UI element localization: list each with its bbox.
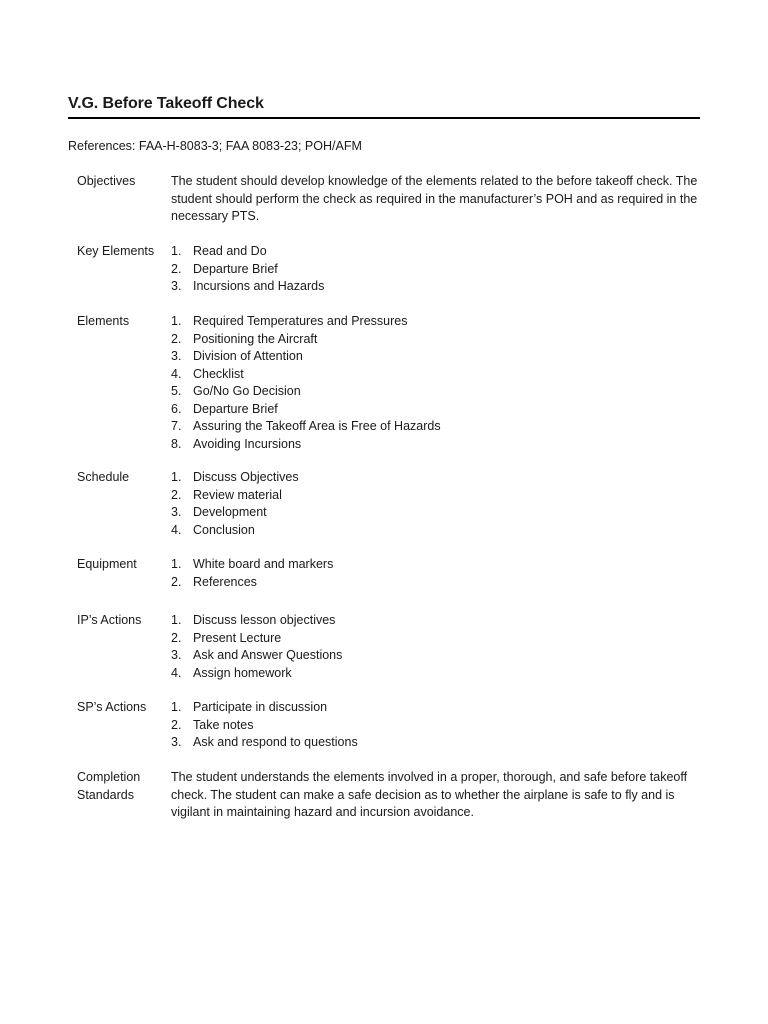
list-item-text: Participate in discussion [193,700,328,714]
list-number: 2. [171,331,182,346]
list-number: 6. [171,401,182,416]
list-number: 2. [171,487,182,502]
list-item-text: Present Lecture [193,630,282,645]
list-number: 4. [171,665,182,680]
section-content [171,699,706,752]
list-item [171,717,706,735]
section-content [171,556,706,591]
numbered-list [171,243,706,296]
section-label: Equipment [77,557,137,571]
section-content [171,243,706,296]
list-item-text: White board and markers [193,557,334,571]
list-item [171,699,706,717]
list-item [171,574,706,592]
list-item [171,366,706,384]
list-item-text: Ask and Answer Questions [193,648,343,662]
list-item [171,630,706,648]
list-item [171,418,706,436]
list-item [171,487,706,505]
list-number: 3. [171,279,182,293]
list-item [171,504,706,522]
list-item-text: Review material [193,487,282,502]
list-number: 5. [171,384,182,398]
section-content [171,612,706,682]
page-title: V.G. Before Takeoff Check [68,95,264,112]
list-item-text: Avoiding Incursions [193,436,302,451]
title-divider [68,117,700,119]
list-item-text: Read and Do [193,244,267,258]
section-label: Schedule [77,470,130,484]
numbered-list [171,469,706,539]
list-item-text: Departure Brief [193,401,278,416]
list-item [171,612,706,630]
list-item [171,556,706,574]
list-item-text: Ask and respond to questions [193,735,358,749]
list-number: 2. [171,261,182,276]
list-item [171,348,706,366]
section-content [171,313,706,453]
references-line: References: FAA-H-8083-3; FAA 8083-23; POH/AFM [68,139,362,153]
list-item-text: References [193,574,257,589]
list-item-text: Discuss lesson objectives [193,613,336,627]
list-item-text: Take notes [193,717,254,732]
section-content [171,769,706,822]
list-item-text: Departure Brief [193,261,278,276]
list-number: 1. [171,613,182,627]
list-number: 1. [171,700,182,714]
list-number: 1. [171,557,182,571]
list-item [171,436,706,454]
list-number: 2. [171,717,182,732]
list-number: 8. [171,436,182,451]
list-item [171,261,706,279]
list-number: 1. [171,244,182,258]
list-item-text: Go/No Go Decision [193,384,301,398]
section-paragraph: The student should develop knowledge of the elements related to the before takeoff check. The student should perform the check as required in the manufacturer’s POH and as required in the necessary PTS. [171,174,698,223]
section-label: Elements [77,314,130,328]
section-content [171,173,706,226]
list-item-text: Incursions and Hazards [193,279,325,293]
list-number: 4. [171,522,182,537]
numbered-list [171,612,706,682]
list-item-text: Assign homework [193,665,292,680]
list-item [171,383,706,401]
list-item [171,522,706,540]
list-item [171,665,706,683]
list-item [171,401,706,419]
list-number: 3. [171,648,182,662]
list-number: 3. [171,505,182,519]
section-label: IP’s Actions [77,613,142,627]
list-item-text: Division of Attention [193,349,303,363]
section-label: Objectives [77,174,136,188]
section-label: SP’s Actions [77,700,147,714]
list-number: 3. [171,735,182,749]
list-item-text: Assuring the Takeoff Area is Free of Hazards [193,419,441,433]
section-content [171,469,706,539]
list-number: 3. [171,349,182,363]
list-item-text: Development [193,505,267,519]
list-item-text: Discuss Objectives [193,470,299,484]
list-item [171,647,706,665]
list-item [171,313,706,331]
list-number: 2. [171,574,182,589]
list-item [171,331,706,349]
section-label: Key Elements [77,244,155,258]
list-item [171,734,706,752]
list-item-text: Conclusion [193,522,255,537]
numbered-list [171,556,706,591]
list-number: 1. [171,470,182,484]
numbered-list [171,313,706,453]
list-item-text: Required Temperatures and Pressures [193,314,408,328]
list-number: 7. [171,419,182,433]
list-number: 4. [171,366,182,381]
list-item-text: Checklist [193,366,244,381]
list-number: 1. [171,314,182,328]
list-item-text: Positioning the Aircraft [193,331,318,346]
list-number: 2. [171,630,182,645]
list-item [171,278,706,296]
numbered-list [171,699,706,752]
section-label: Completion Standards [77,770,141,802]
section-paragraph: The student understands the elements involved in a proper, thorough, and safe before takeoff check. The student can make a safe decision as to whether the airplane is safe to fly and is vigilant in maintaining hazard and incursion avoidance. [171,770,688,819]
list-item [171,243,706,261]
list-item [171,469,706,487]
